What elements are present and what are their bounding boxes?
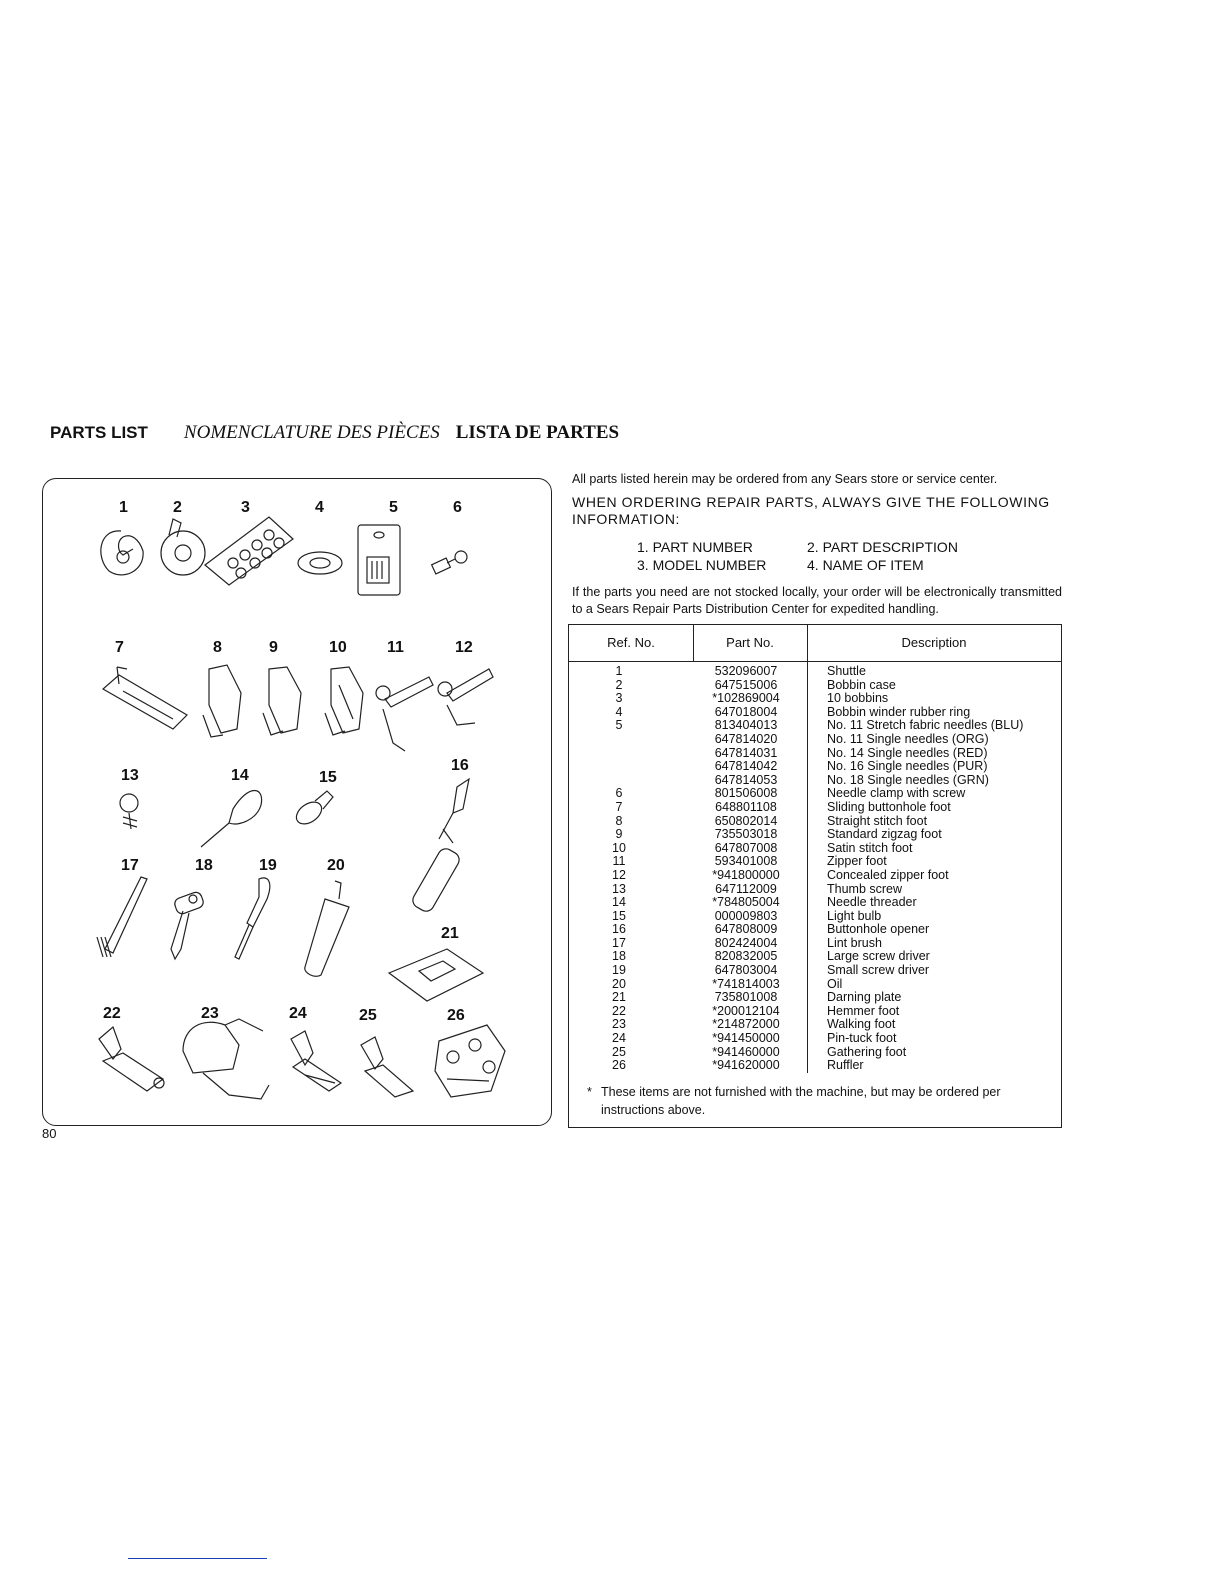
part-number-label: 2 <box>173 499 182 516</box>
zipper-foot-icon <box>376 677 433 751</box>
ref-cell <box>569 774 669 788</box>
part-number-cell: 647807008 <box>714 840 778 855</box>
ordering-heading: WHEN ORDERING REPAIR PARTS, ALWAYS GIVE THE FOLLOWING INFORMATION: <box>572 494 1050 527</box>
part-number-cell: 647814020 <box>714 731 778 746</box>
description-cell: Oil <box>827 976 843 991</box>
table-row <box>569 910 1061 924</box>
parts-illustration-panel <box>42 478 552 1126</box>
ref-cell: 6 <box>615 786 623 801</box>
part-number-cell: *200012104 <box>712 1003 780 1018</box>
description-cell: Ruffler <box>827 1058 864 1073</box>
table-row <box>569 978 1061 992</box>
description-cell: Small screw driver <box>827 963 930 978</box>
description-cell: No. 14 Single needles (RED) <box>827 745 988 760</box>
description-cell: Hemmer foot <box>827 1003 900 1018</box>
table-row <box>569 665 1061 679</box>
ref-cell: 3 <box>615 691 623 706</box>
ref-cell: 20 <box>612 976 626 991</box>
ref-cell: 9 <box>615 827 623 842</box>
ref-cell: 25 <box>612 1044 626 1059</box>
table-row <box>569 883 1061 897</box>
part-number-label: 15 <box>319 769 337 786</box>
heading-french: NOMENCLATURE DES PIÈCES <box>183 422 440 443</box>
part-number-cell: 735801008 <box>714 990 778 1005</box>
zigzag-foot-icon <box>263 667 301 735</box>
ordering-info <box>572 472 1062 618</box>
part-number-cell: 532096007 <box>714 664 778 678</box>
ref-cell <box>569 760 669 774</box>
part-number-cell: *102869004 <box>712 691 780 706</box>
description-cell: Satin stitch foot <box>827 840 913 855</box>
description-cell: Lint brush <box>827 935 882 950</box>
table-row <box>569 1059 1061 1073</box>
table-row <box>569 1018 1061 1032</box>
concealed-zipper-foot-icon <box>438 669 493 725</box>
table-row <box>569 815 1061 829</box>
ref-cell: 13 <box>612 881 626 896</box>
part-number-cell: 647112009 <box>715 881 777 896</box>
part-number-cell: 802424004 <box>714 935 778 950</box>
ruffler-icon <box>435 1025 505 1097</box>
ref-cell: 24 <box>612 1031 626 1046</box>
shuttle-icon <box>101 531 143 575</box>
walking-foot-icon <box>183 1019 269 1099</box>
table-row <box>569 787 1061 801</box>
description-cell: Straight stitch foot <box>827 813 928 828</box>
part-number-cell: 801506008 <box>714 786 778 801</box>
ref-cell: 8 <box>615 813 623 828</box>
parts-table <box>568 624 1062 1128</box>
part-number-label: 20 <box>327 857 345 874</box>
needle-threader-icon <box>201 791 262 848</box>
bobbins-pack-icon <box>205 517 293 585</box>
ref-cell: 10 <box>612 840 626 855</box>
page-heading <box>50 422 1224 452</box>
part-number-label: 13 <box>121 767 139 784</box>
ref-cell <box>569 733 669 747</box>
needles-pack-icon <box>358 525 400 595</box>
description-cell: No. 11 Single needles (ORG) <box>827 731 989 746</box>
part-number-cell: 650802014 <box>714 813 778 828</box>
table-row <box>569 679 1061 693</box>
part-number-label: 12 <box>455 639 473 656</box>
ref-cell: 18 <box>612 949 626 964</box>
pin-tuck-foot-icon <box>291 1031 341 1091</box>
bobbin-case-icon <box>161 519 205 575</box>
table-row <box>569 747 1061 761</box>
part-number-label: 7 <box>115 639 124 656</box>
part-number-cell: *941450000 <box>712 1031 780 1046</box>
description-cell: No. 18 Single needles (GRN) <box>827 772 989 787</box>
part-number-cell: *941800000 <box>712 867 780 882</box>
part-number-label: 26 <box>447 1007 465 1024</box>
description-cell: Sliding buttonhole foot <box>827 799 951 814</box>
part-number-cell: 647808009 <box>714 922 778 937</box>
needle-clamp-icon <box>432 551 467 574</box>
part-number-cell: 000009803 <box>714 908 778 923</box>
ref-cell: 2 <box>615 677 623 692</box>
part-number-cell: *941460000 <box>712 1044 780 1059</box>
description-cell: Pin-tuck foot <box>827 1031 897 1046</box>
part-number-cell: *214872000 <box>712 1017 780 1032</box>
table-row <box>569 950 1061 964</box>
table-row <box>569 937 1061 951</box>
part-number-label: 1 <box>119 499 128 516</box>
parts-illustration-drawing <box>43 479 553 1127</box>
description-cell: No. 11 Stretch fabric needles (BLU) <box>827 718 1024 733</box>
part-number-cell: 647803004 <box>714 963 778 978</box>
ref-cell: 22 <box>612 1003 626 1018</box>
ref-cell: 17 <box>612 935 626 950</box>
page-number: 80 <box>42 1126 57 1141</box>
gathering-foot-icon <box>361 1037 413 1097</box>
part-number-cell: 813404013 <box>714 718 778 733</box>
table-row <box>569 855 1061 869</box>
ref-cell: 4 <box>615 704 623 719</box>
description-cell: No. 16 Single needles (PUR) <box>827 759 988 774</box>
part-number-cell: *941620000 <box>712 1058 780 1073</box>
description-cell: Needle threader <box>827 895 917 910</box>
part-number-label: 18 <box>195 857 213 874</box>
part-number-cell: 820832005 <box>714 949 778 964</box>
description-cell: Bobbin case <box>827 677 896 692</box>
description-cell: Darning plate <box>827 990 902 1005</box>
lint-brush-icon <box>97 877 147 957</box>
footnote-text: These items are not furnished with the machine, but may be ordered per instructions above. <box>601 1085 1001 1117</box>
part-number-label: 8 <box>213 639 222 656</box>
oil-bottle-icon <box>305 881 349 976</box>
straight-stitch-foot-icon <box>203 665 241 737</box>
description-cell: Concealed zipper foot <box>827 867 949 882</box>
part-number-label: 17 <box>121 857 139 874</box>
darning-plate-icon <box>389 949 483 1001</box>
table-row <box>569 896 1061 910</box>
table-row <box>569 774 1061 788</box>
ref-cell: 23 <box>612 1017 626 1032</box>
required-info-item: 4. NAME OF ITEM <box>807 557 924 573</box>
column-header-description: Description <box>807 625 1061 662</box>
part-number-cell: 648801108 <box>715 799 777 814</box>
table-row <box>569 964 1061 978</box>
part-number-label: 6 <box>453 499 462 516</box>
part-number-cell: *741814003 <box>712 976 780 991</box>
part-number-label: 11 <box>387 639 404 656</box>
table-row <box>569 692 1061 706</box>
table-row <box>569 760 1061 774</box>
table-row <box>569 842 1061 856</box>
part-number-label: 24 <box>289 1005 307 1022</box>
table-row <box>569 869 1061 883</box>
ref-cell: 26 <box>612 1058 626 1073</box>
ref-cell: 1 <box>615 664 623 678</box>
large-screwdriver-icon <box>171 891 205 959</box>
distribution-notice: If the parts you need are not stocked locally, your order will be electronically transmitted to a Sears Repair Parts Distribution Center for expedited handling. <box>572 585 1062 616</box>
part-number-label: 5 <box>389 499 398 516</box>
table-body <box>569 665 1061 1073</box>
part-number-label: 14 <box>231 767 249 784</box>
sliding-buttonhole-foot-icon <box>103 667 187 729</box>
column-header-part: Part No. <box>693 625 807 662</box>
footnote-star: * <box>587 1085 592 1099</box>
required-info-item: 3. MODEL NUMBER <box>637 557 767 573</box>
table-footnote <box>587 1083 1047 1119</box>
part-number-cell: 735503018 <box>714 827 778 842</box>
heading-spanish: LISTA DE PARTES <box>455 422 620 443</box>
ref-cell: 11 <box>612 854 626 869</box>
description-cell: Light bulb <box>827 908 882 923</box>
part-number-label: 22 <box>103 1005 121 1022</box>
description-cell: Shuttle <box>827 664 866 678</box>
small-screwdriver-icon <box>235 878 270 959</box>
description-cell: Standard zigzag foot <box>827 827 942 842</box>
description-cell: 10 bobbins <box>827 691 889 706</box>
table-row <box>569 706 1061 720</box>
description-cell: Bobbin winder rubber ring <box>827 704 971 719</box>
part-number-label: 19 <box>259 857 277 874</box>
table-row <box>569 719 1061 733</box>
intro-text: All parts listed herein may be ordered from any Sears store or service center. <box>572 472 998 486</box>
column-divider <box>693 625 694 661</box>
part-number-label: 3 <box>241 499 250 516</box>
ref-cell: 21 <box>612 990 626 1005</box>
table-row <box>569 1046 1061 1060</box>
part-number-cell: 593401008 <box>714 854 778 869</box>
part-number-label: 4 <box>315 499 324 516</box>
table-row <box>569 828 1061 842</box>
table-row <box>569 1032 1061 1046</box>
description-cell: Walking foot <box>827 1017 896 1032</box>
ref-cell: 12 <box>612 867 626 882</box>
light-bulb-icon <box>292 791 333 828</box>
required-info-item: 1. PART NUMBER <box>637 539 753 555</box>
ref-cell <box>569 747 669 761</box>
description-cell: Needle clamp with screw <box>827 786 966 801</box>
part-number-cell: 647018004 <box>714 704 778 719</box>
part-number-cell: 647814042 <box>714 759 778 774</box>
part-number-label: 16 <box>451 757 469 774</box>
table-row <box>569 1005 1061 1019</box>
part-number-label: 23 <box>201 1005 219 1022</box>
table-row <box>569 801 1061 815</box>
rubber-ring-icon <box>298 552 342 574</box>
description-cell: Buttonhole opener <box>827 922 930 937</box>
part-number-label: 10 <box>329 639 347 656</box>
part-number-cell: 647515006 <box>714 677 778 692</box>
ref-cell: 19 <box>612 963 626 978</box>
description-cell: Thumb screw <box>827 881 903 896</box>
table-row <box>569 991 1061 1005</box>
satin-stitch-foot-icon <box>325 667 363 735</box>
required-info-list <box>637 538 1062 574</box>
part-number-label: 9 <box>269 639 278 656</box>
table-row <box>569 923 1061 937</box>
part-number-label: 21 <box>441 925 459 942</box>
heading-english: PARTS LIST <box>50 423 148 442</box>
table-row <box>569 733 1061 747</box>
ref-cell: 16 <box>612 922 626 937</box>
column-header-ref: Ref. No. <box>569 625 693 662</box>
part-number-label: 25 <box>359 1007 377 1024</box>
description-cell: Gathering foot <box>827 1044 907 1059</box>
ref-cell: 5 <box>615 718 623 733</box>
bottom-rule <box>128 1558 267 1559</box>
part-number-cell: *784805004 <box>712 895 780 910</box>
thumb-screw-icon <box>120 794 138 829</box>
ref-cell: 7 <box>615 799 623 814</box>
ref-cell: 14 <box>612 895 626 910</box>
part-number-cell: 647814053 <box>714 772 778 787</box>
ref-cell: 15 <box>612 908 626 923</box>
description-cell: Zipper foot <box>827 854 887 869</box>
hemmer-foot-icon <box>99 1027 164 1091</box>
description-cell: Large screw driver <box>827 949 930 964</box>
buttonhole-opener-icon <box>410 779 469 914</box>
part-number-cell: 647814031 <box>714 745 778 760</box>
required-info-item: 2. PART DESCRIPTION <box>807 539 958 555</box>
